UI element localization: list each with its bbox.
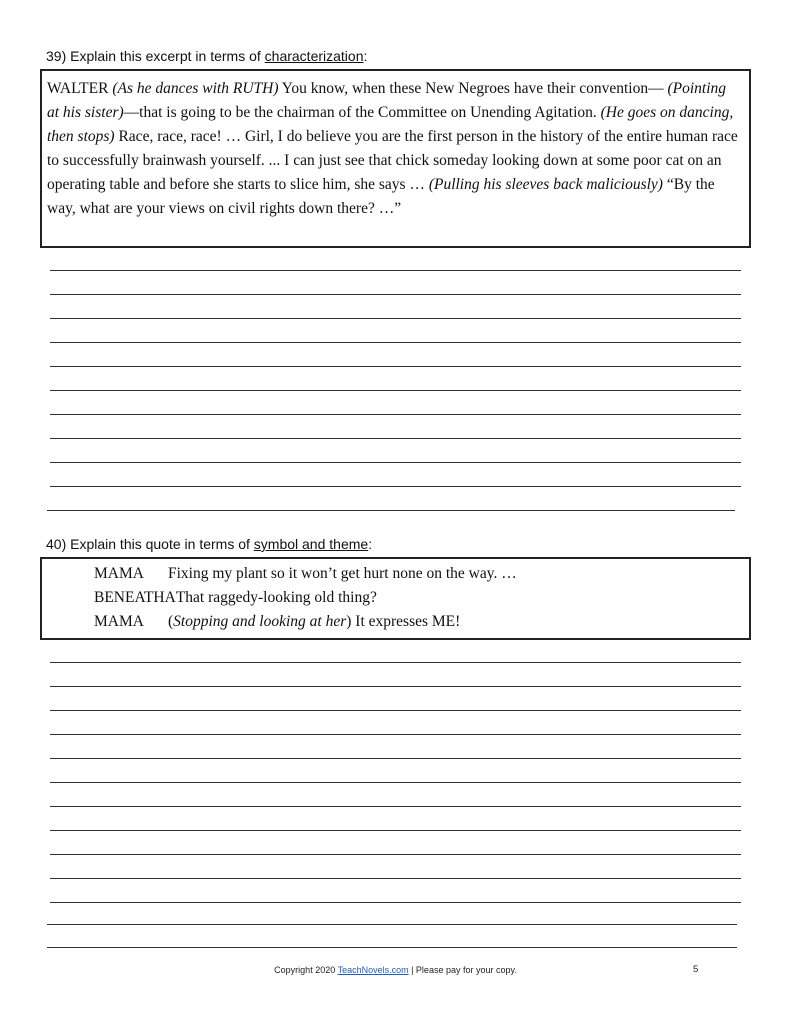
answer-line[interactable] (50, 462, 741, 463)
stage-direction: (Pointing at his sister) (47, 80, 727, 121)
question-40-quote-box (40, 557, 751, 640)
answer-line[interactable] (50, 710, 741, 711)
answer-line[interactable] (50, 854, 741, 855)
answer-line[interactable] (47, 510, 735, 511)
answer-line[interactable] (50, 782, 741, 783)
dialogue-line (94, 586, 741, 610)
dialogue-text: That raggedy-looking old thing? (175, 589, 377, 606)
page-number: 5 (693, 964, 699, 975)
answer-line[interactable] (50, 830, 741, 831)
question-39-heading: 39) Explain this excerpt in terms of characterization: (46, 48, 368, 64)
answer-line[interactable] (50, 686, 741, 687)
answer-line[interactable] (50, 366, 741, 367)
answer-line[interactable] (50, 902, 741, 903)
speaker-name: MAMA (94, 565, 144, 582)
speaker-name: BENEATHA (94, 589, 176, 606)
answer-line[interactable] (50, 390, 741, 391)
question-39-term: characterization (264, 48, 364, 64)
dialogue-line (94, 610, 741, 634)
answer-line[interactable] (47, 947, 737, 948)
answer-line[interactable] (50, 438, 741, 439)
dialogue-text: ) It expresses ME! (346, 613, 461, 630)
stage-direction: (He goes on dancing, then stops) (47, 104, 734, 145)
excerpt-text: “By the way, what are your views on civil rights down there? …” (47, 176, 715, 217)
teachnovels-link[interactable]: TeachNovels.com (337, 965, 409, 975)
excerpt-text: —that is going to be the chairman of the Committee on Unending Agitation. (123, 104, 601, 121)
answer-line[interactable] (50, 758, 741, 759)
answer-line[interactable] (47, 924, 737, 925)
answer-line[interactable] (50, 806, 741, 807)
dialogue-line (94, 562, 741, 586)
answer-line[interactable] (50, 662, 741, 663)
question-40-heading: 40) Explain this quote in terms of symbol and theme: (46, 536, 373, 552)
question-40-term: symbol and theme (253, 536, 369, 552)
answer-line[interactable] (50, 878, 741, 879)
answer-line[interactable] (50, 270, 741, 271)
excerpt-text: You know, when these New Negroes have their convention— (278, 80, 668, 97)
dialogue-text: ( (168, 613, 174, 630)
answer-line[interactable] (50, 486, 741, 487)
excerpt-text: WALTER (47, 80, 113, 97)
question-39-excerpt-box (40, 69, 751, 248)
footer-copyright: Copyright 2020 TeachNovels.com | Please pay for your copy. (274, 965, 517, 975)
stage-direction: Stopping and looking at her (173, 613, 347, 630)
answer-line[interactable] (50, 414, 741, 415)
excerpt-text: Race, race, race! … Girl, I do believe you are the first person in the history of the entire human race to successfully brainwash yourself. ... I can just see that chick someday looking down at some poor cat on an operating table and before she starts to slice him, she says … (47, 128, 738, 193)
stage-direction: (As he dances with RUTH) (112, 80, 279, 97)
dialogue-text: Fixing my plant so it won’t get hurt none on the way. … (168, 565, 517, 582)
answer-line[interactable] (50, 734, 741, 735)
stage-direction: (Pulling his sleeves back maliciously) (428, 176, 663, 193)
answer-line[interactable] (50, 294, 741, 295)
answer-line[interactable] (50, 318, 741, 319)
answer-line[interactable] (50, 342, 741, 343)
speaker-name: MAMA (94, 613, 144, 630)
